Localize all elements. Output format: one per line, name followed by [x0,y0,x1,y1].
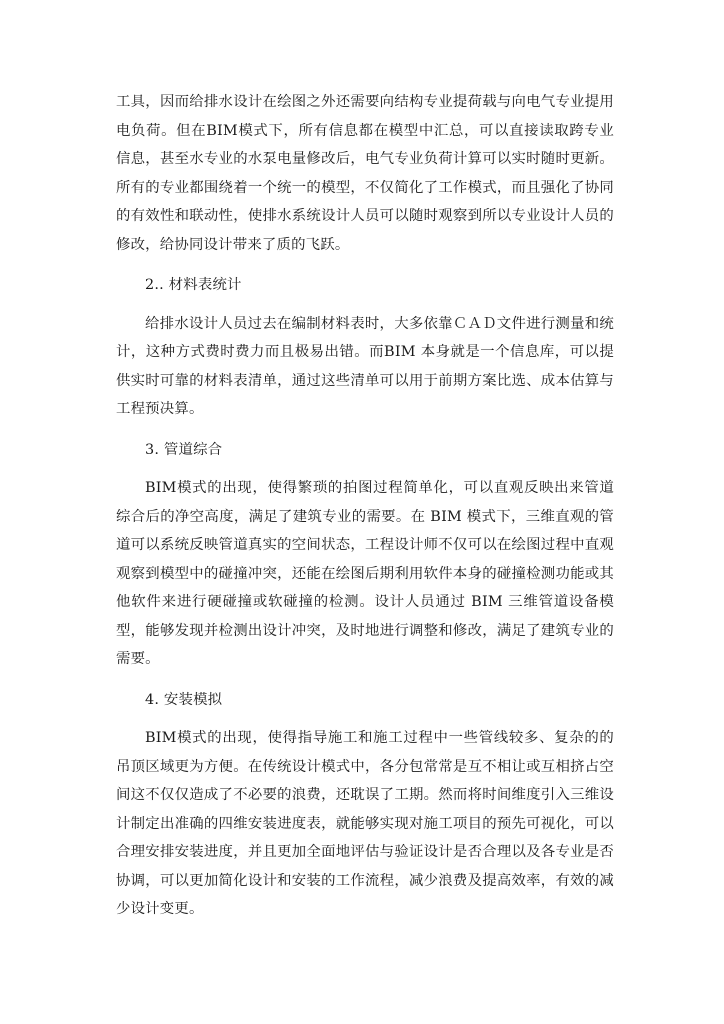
paragraph-collaboration: 工具，因而给排水设计在绘图之外还需要向结构专业提荷载与向电气专业提用电负荷。但在BIM模式下，所有信息都在模型中汇总，可以直接读取跨专业信息，甚至水专业的水泵电量修改后，电气专业负荷计算可以实时随时更新。所有的专业都围绕着一个统一的模型，不仅简化了工作模式，而且强化了协同的有效性和联动性，使排水系统设计人员可以随时观察到所以专业设计人员的修改，给协同设计带来了质的飞跃。 [116,94,614,253]
paragraph-material-table: 给排水设计人员过去在编制材料表时，大多依靠ＣＡＤ文件进行测量和统计，这种方式费时费力而且极易出错。而BIM 本身就是一个信息库，可以提供实时可靠的材料表清单，通过这些清单可以用于前期方案比选、成本估算与工程预决算。 [116,315,614,417]
paragraph-installation-simulation: BIM模式的出现，使得指导施工和施工过程中一些管线较多、复杂的的吊顶区域更为方便。在传统设计模式中，各分包常常是互不相让或互相挤占空间这不仅仅造成了不必要的浪费，还耽误了工期。然而将时间维度引入三维设计制定出准确的四维安装进度表，就能够实现对施工项目的预先可视化，可以合理安排安装进度，并且更加全面地评估与验证设计是否合理以及各专业是否协调，可以更加简化设计和安装的工作流程，减少浪费及提高效率，有效的减少设计变更。 [116,730,614,917]
section-heading-installation-simulation: 4. 安装模拟 [145,691,223,708]
section-heading-material-table: 2.. 材料表统计 [145,277,242,293]
paragraph-pipe-integration: BIM模式的出现，使得繁琐的拍图过程简单化，可以直观反映出来管道综合后的净空高度，满足了建筑专业的需要。在 BIM 模式下，三维直观的管道可以系统反映管道真实的空间状态，工程设计师不仅可以在绘图过程中直观观察到模型中的碰撞冲突，还能在绘图后期利用软件本身的碰撞检测功能或其他软件来进行硬碰撞或软碰撞的检测。设计人员通过 BIM 三维管道设备模型，能够发现并检测出设计冲突，及时地进行调整和修改，满足了建筑专业的需要。 [116,480,614,667]
section-heading-pipe-integration: 3. 管道综合 [145,441,223,458]
